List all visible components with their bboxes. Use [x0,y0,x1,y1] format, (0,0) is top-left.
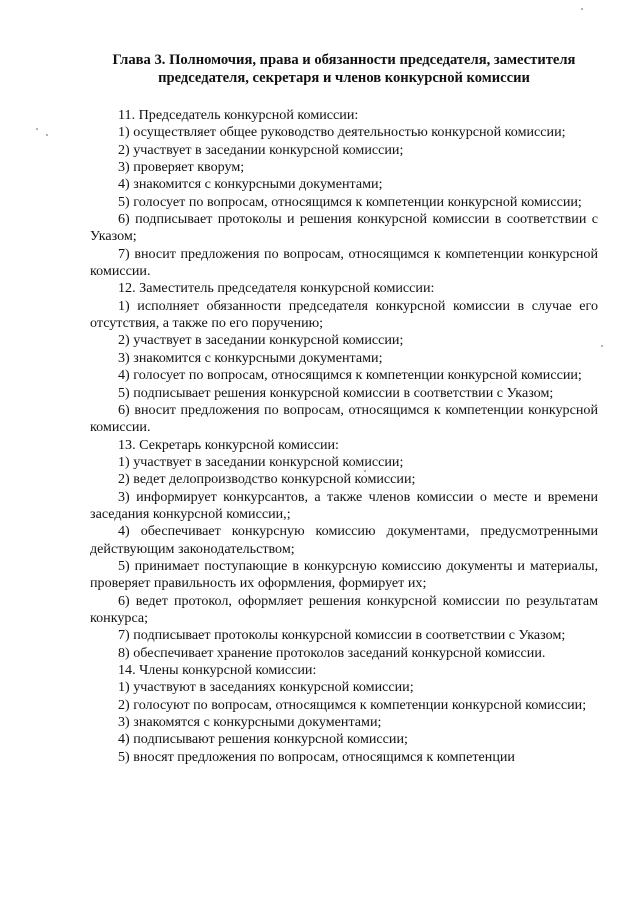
paragraph: 2) голосуют по вопросам, относящимся к компетенции конкурсной комиссии; [118,696,587,713]
paragraph: 2) ведет делопроизводство конкурсной комиссии; [118,471,416,488]
paragraph: 3) информирует конкурсантов, а также членов комиссии о месте и времени заседания конкурсной комиссии,; [90,488,598,522]
paragraph: 13. Секретарь конкурсной комиссии: [118,436,339,453]
paragraph: 5) голосует по вопросам, относящимся к компетенции конкурсной комиссии; [118,193,582,210]
scan-speck [36,128,38,130]
paragraph: 11. Председатель конкурсной комиссии: [118,107,359,123]
document-body [90,107,598,766]
paragraph: 6) подписывает протоколы и решения конкурсной комиссии в соответствии с Указом; [90,211,598,245]
paragraph: 3) знакомятся с конкурсными документами; [118,714,382,731]
paragraph: 1) исполняет обязанности председателя конкурсной комиссии в случае его отсутствия, а также по его поручению; [90,297,598,332]
paragraph: 8) обеспечивает хранение протоколов заседаний конкурсной комиссии. [118,644,546,661]
paragraph: 4) обеспечивает конкурсную комиссию документами, предусмотренными действующим законодательством; [90,523,598,557]
paragraph: 4) голосует по вопросам, относящимся к компетенции конкурсной комиссии; [118,367,582,384]
paragraph: 1) участвуют в заседаниях конкурсной комиссии; [118,679,414,696]
paragraph: 6) вносит предложения по вопросам, относящимся к компетенции конкурсной комиссии. [90,401,598,436]
chapter-title [90,51,598,87]
paragraph: 6) ведет протокол, оформляет решения конкурсной комиссии по результатам конкурса; [90,592,598,626]
scan-speck [46,134,48,136]
paragraph: 12. Заместитель председателя конкурсной комиссии: [118,280,435,297]
document-page [90,51,598,766]
chapter-title-line: Глава 3. Полномочия, права и обязанности председателя, заместителя [112,52,576,68]
chapter-title-line: председателя, секретаря и членов конкурсной комиссии [158,70,530,86]
scan-speck [601,345,603,347]
paragraph: 3) знакомится с конкурсными документами; [118,349,383,366]
paragraph: 2) участвует в заседании конкурсной комиссии; [118,141,404,158]
paragraph: 5) принимает поступающие в конкурсную комиссию документы и материалы, проверяет правильность их оформления, формирует их; [90,557,598,592]
paragraph: 7) подписывает протоколы конкурсной комиссии в соответствии с Указом; [118,627,566,644]
scan-speck [581,8,583,10]
paragraph: 4) знакомится с конкурсными документами; [118,176,383,193]
paragraph: 5) вносят предложения по вопросам, относящимся к компетенции [118,748,515,765]
paragraph: 14. Члены конкурсной комиссии: [118,662,317,678]
paragraph: 2) участвует в заседании конкурсной комиссии; [118,332,404,349]
paragraph: 1) участвует в заседании конкурсной комиссии; [118,453,404,470]
paragraph: 5) подписывает решения конкурсной комиссии в соответствии с Указом; [118,384,554,401]
paragraph: 7) вносит предложения по вопросам, относящимся к компетенции конкурсной комиссии. [90,245,598,280]
paragraph: 4) подписывают решения конкурсной комиссии; [118,731,408,748]
paragraph: 1) осуществляет общее руководство деятельностью конкурсной комиссии; [118,124,566,141]
paragraph: 3) проверяет кворум; [118,159,245,176]
